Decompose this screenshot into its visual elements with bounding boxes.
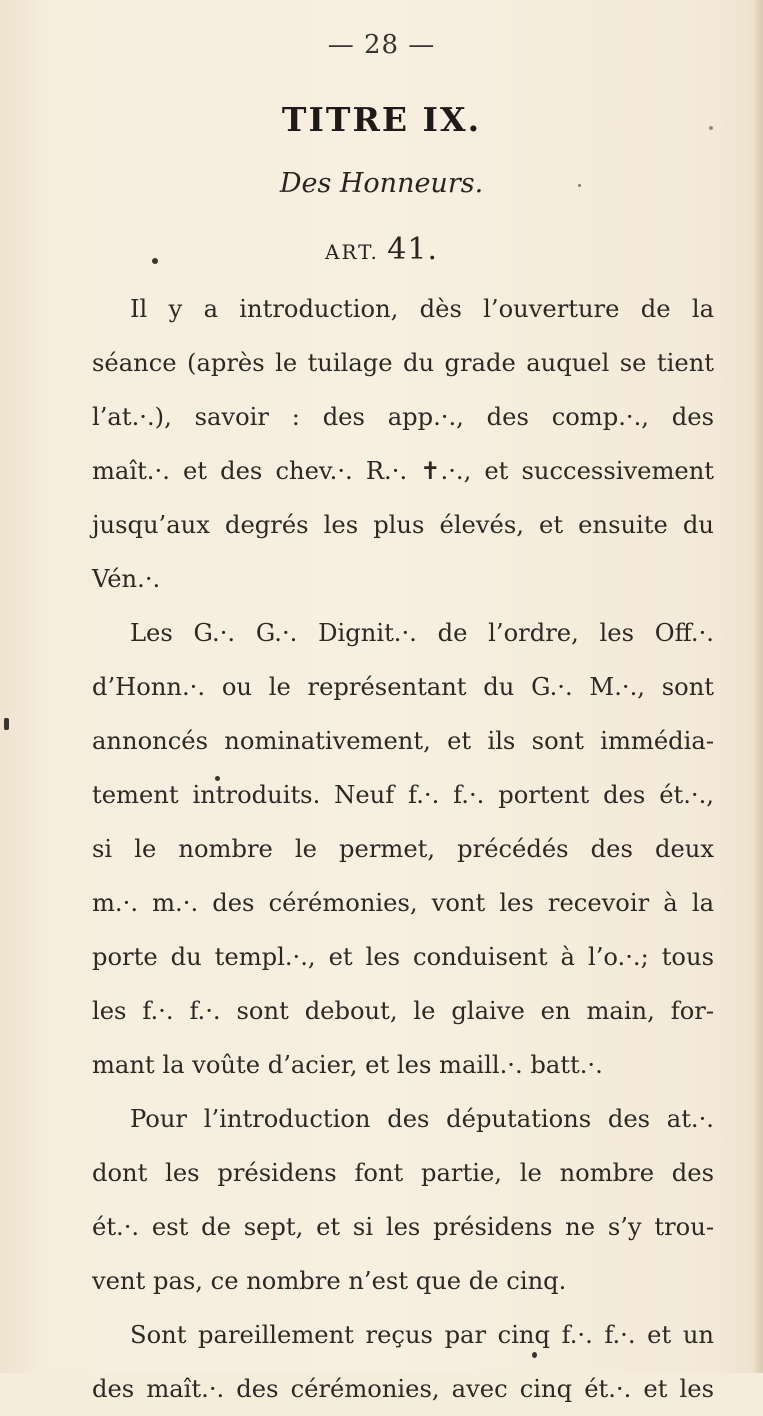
print-speck xyxy=(578,184,581,187)
article-number: 41. xyxy=(387,232,438,267)
text-line: porte du templ.·., et les conduisent à l’o.·.; tous xyxy=(92,943,714,971)
section-subtitle: Des Honneurs. xyxy=(279,168,484,199)
page-edge-shadow xyxy=(753,0,763,1373)
text-line: Vén.·. xyxy=(92,565,161,593)
text-line: Sont pareillement reçus par cinq f.·. f.·. et un xyxy=(130,1321,714,1349)
text-line: jusqu’aux degrés les plus élevés, et ensuite du xyxy=(92,511,714,539)
text-line: ét.·. est de sept, et si les présidens ne s’y trou- xyxy=(92,1213,714,1241)
text-line: séance (après le tuilage du grade auquel se tient xyxy=(92,349,714,377)
body-text xyxy=(92,282,714,1416)
text-line: maît.·. et des chev.·. R.·. ✝.·., et successivement xyxy=(92,457,714,485)
text-line: l’at.·.), savoir : des app.·., des comp.·., des xyxy=(92,403,714,431)
text-line: si le nombre le permet, précédés des deux xyxy=(92,835,714,863)
print-speck xyxy=(4,718,9,730)
print-speck xyxy=(532,1352,537,1358)
print-speck xyxy=(215,776,220,781)
text-line: dont les présidens font partie, le nombre des xyxy=(92,1159,714,1187)
print-speck xyxy=(709,126,713,130)
article-heading xyxy=(0,232,763,267)
text-line: m.·. m.·. des cérémonies, vont les recevoir à la xyxy=(92,889,714,917)
text-line: des maît.·. des cérémonies, avec cinq ét.·. et les xyxy=(92,1375,714,1403)
section-title: TITRE IX. xyxy=(281,100,482,139)
text-line: Il y a introduction, dès l’ouverture de la xyxy=(130,295,714,323)
text-line: Pour l’introduction des députations des at.·. xyxy=(130,1105,714,1133)
page-number: — 28 — xyxy=(327,30,436,60)
text-line: d’Honn.·. ou le représentant du G.·. M.·., sont xyxy=(92,673,714,701)
text-line: Les G.·. G.·. Dignit.·. de l’ordre, les Off.·. xyxy=(130,619,714,647)
text-line: annoncés nominativement, et ils sont immédia- xyxy=(92,727,714,755)
text-line: les f.·. f.·. sont debout, le glaive en main, for- xyxy=(92,997,714,1025)
print-speck xyxy=(152,258,158,264)
text-line: tement introduits. Neuf f.·. f.·. portent des ét.·., xyxy=(92,781,714,809)
text-line: vent pas, ce nombre n’est que de cinq. xyxy=(92,1267,567,1295)
article-label: ART. xyxy=(325,240,379,264)
text-line: mant la voûte d’acier, et les maill.·. batt.·. xyxy=(92,1051,603,1079)
